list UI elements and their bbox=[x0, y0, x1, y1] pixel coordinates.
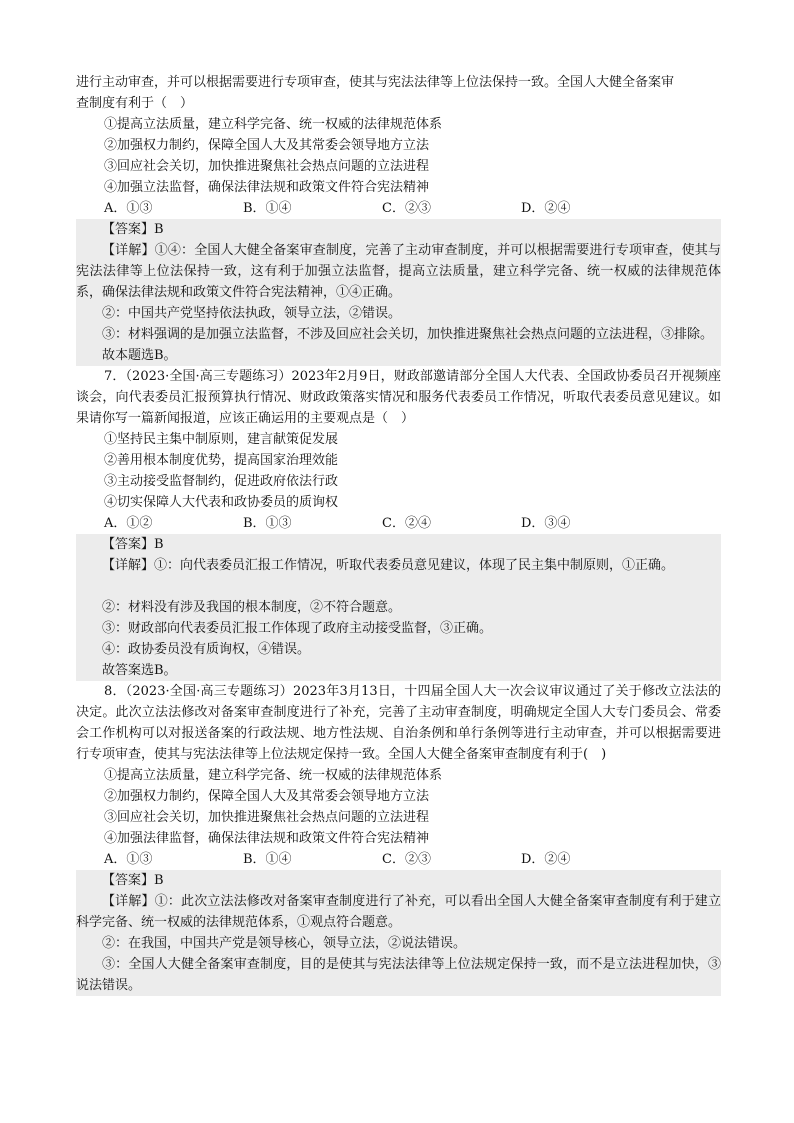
choice-c: C．②③ bbox=[382, 201, 431, 216]
choice-b: B．①④ bbox=[243, 201, 292, 216]
option-2: ②善用根本制度优势，提高国家治理效能 bbox=[104, 453, 339, 468]
choice-b: B．①③ bbox=[243, 516, 292, 531]
question-stem-line: 查制度有利于（ ） bbox=[76, 96, 194, 111]
choice-d: D．③④ bbox=[521, 516, 571, 531]
option-1: ①提高立法质量，建立科学完备、统一权威的法律规范体系 bbox=[104, 768, 443, 783]
choice-a: A．①③ bbox=[104, 201, 153, 216]
detail-paragraph: 【详解】①：此次立法法修改对备案审查制度进行了补充，可以看出全国人大健全备案审查制度有利于建立科学完备、统一权威的法律规范体系，①观点符合题意。 bbox=[76, 894, 721, 930]
answer-key: 【答案】B bbox=[102, 537, 164, 552]
option-1: ①坚持民主集中制原则，建言献策促发展 bbox=[104, 432, 339, 447]
document-page bbox=[76, 72, 721, 996]
detail-paragraph: ③：材料强调的是加强立法监督，不涉及回应社会关切，加快推进聚焦社会热点问题的立法进程，③排除。 bbox=[102, 327, 714, 342]
detail-paragraph: ②：中国共产党坚持依法执政，领导立法，②错误。 bbox=[102, 306, 402, 321]
option-3: ③主动接受监督制约，促进政府依法行政 bbox=[104, 474, 339, 489]
option-1: ①提高立法质量，建立科学完备、统一权威的法律规范体系 bbox=[104, 117, 443, 132]
option-4: ④加强立法监督，确保法律法规和政策文件符合宪法精神 bbox=[104, 180, 430, 195]
option-4: ④切实保障人大代表和政协委员的质询权 bbox=[104, 495, 339, 510]
choice-d: D．②④ bbox=[521, 852, 571, 867]
answer-choices bbox=[76, 198, 721, 219]
detail-paragraph: ④：政协委员没有质询权，④错误。 bbox=[102, 642, 311, 657]
question-7 bbox=[76, 366, 721, 681]
detail-conclusion: 故本题选B。 bbox=[102, 348, 177, 363]
choice-d: D．②④ bbox=[521, 201, 571, 216]
answer-key: 【答案】B bbox=[102, 222, 164, 237]
option-3: ③回应社会关切，加快推进聚焦社会热点问题的立法进程 bbox=[104, 810, 430, 825]
choice-c: C．②④ bbox=[382, 516, 431, 531]
question-stem: 7．（2023·全国·高三专题练习）2023年2月9日，财政部邀请部分全国人大代表、全国政协委员召开视频座谈会，向代表委员汇报预算执行情况、财政政策落实情况和服务代表委员工作情况，听取代表委员意见建议。如果请你写一篇新闻报道，应该正确运用的主要观点是（ ） bbox=[76, 369, 721, 426]
question-stem-line: 进行主动审查，并可以根据需要进行专项审查，使其与宪法法律等上位法保持一致。全国人大健全备案审 bbox=[76, 75, 675, 90]
question-6 bbox=[76, 72, 721, 366]
answer-choices bbox=[76, 849, 721, 870]
answer-key: 【答案】B bbox=[102, 873, 164, 888]
choice-a: A．①③ bbox=[104, 852, 153, 867]
option-2: ②加强权力制约，保障全国人大及其常委会领导地方立法 bbox=[104, 138, 430, 153]
choice-a: A．①② bbox=[104, 516, 153, 531]
detail-paragraph: ③：财政部向代表委员汇报工作体现了政府主动接受监督，③正确。 bbox=[102, 621, 493, 636]
answer-choices bbox=[76, 513, 721, 534]
question-8 bbox=[76, 681, 721, 996]
answer-explanation bbox=[76, 870, 721, 996]
option-3: ③回应社会关切，加快推进聚焦社会热点问题的立法进程 bbox=[104, 159, 430, 174]
detail-paragraph: ③：全国人大健全备案审查制度，目的是使其与宪法法律等上位法规定保持一致，而不是立法进程加快，③说法错误。 bbox=[76, 957, 721, 993]
detail-paragraph: ②：材料没有涉及我国的根本制度，②不符合题意。 bbox=[102, 600, 402, 615]
option-4: ④加强法律监督，确保法律法规和政策文件符合宪法精神 bbox=[104, 831, 430, 846]
blank-line bbox=[76, 576, 721, 597]
detail-conclusion: 故答案选B。 bbox=[102, 663, 177, 678]
option-2: ②加强权力制约，保障全国人大及其常委会领导地方立法 bbox=[104, 789, 430, 804]
question-stem: 8．（2023·全国·高三专题练习）2023年3月13日，十四届全国人大一次会议审议通过了关于修改立法法的决定。此次立法法修改对备案审查制度进行了补充，完善了主动审查制度，明确规定全国人大专门委员会、常委会工作机构可以对报送备案的行政法规、地方性法规、自治条例和单行条例等进行主动审查，并可以根据需要进行专项审查，使其与宪法法律等上位法规定保持一致。全国人大健全备案审查制度有利于( ) bbox=[76, 684, 721, 762]
answer-explanation bbox=[76, 219, 721, 366]
answer-explanation bbox=[76, 534, 721, 681]
detail-paragraph: 【详解】①：向代表委员汇报工作情况，听取代表委员意见建议，体现了民主集中制原则，①正确。 bbox=[102, 558, 675, 573]
choice-c: C．②③ bbox=[382, 852, 431, 867]
detail-paragraph: 【详解】①④：全国人大健全备案审查制度，完善了主动审查制度，并可以根据需要进行专项审查，使其与宪法法律等上位法保持一致，这有利于加强立法监督，提高立法质量，建立科学完备、统一权威的法律规范体系，确保法律法规和政策文件符合宪法精神，①④正确。 bbox=[76, 243, 721, 300]
choice-b: B．①④ bbox=[243, 852, 292, 867]
detail-paragraph: ②：在我国，中国共产党是领导核心，领导立法，②说法错误。 bbox=[102, 936, 467, 951]
